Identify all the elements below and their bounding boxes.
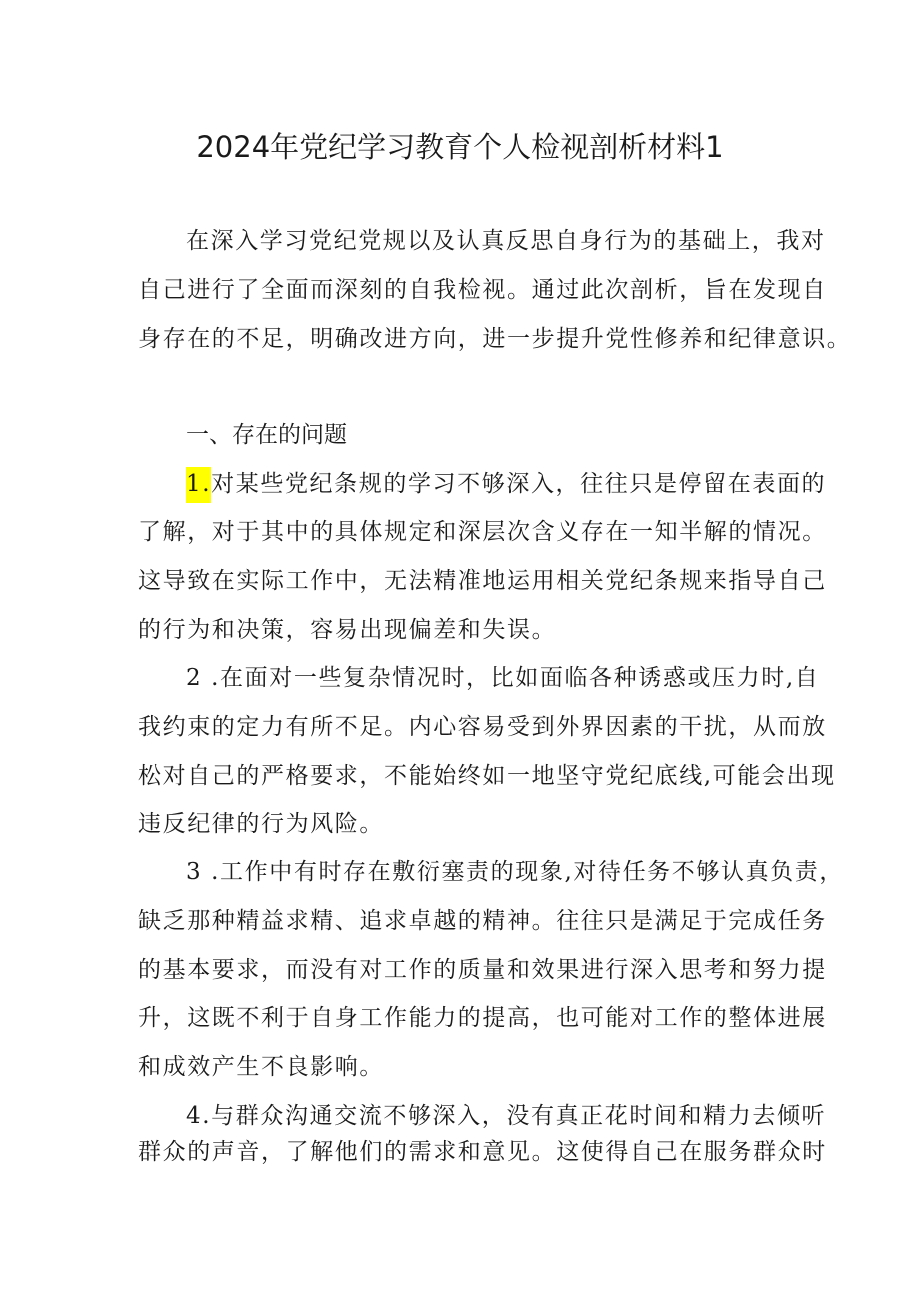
item-1-text: 对某些党纪条规的学习不够深入，往往只是停留在表面的 [211,471,827,497]
item-2-line: 松对自己的严格要求，不能始终如一地坚守党纪底线,可能会出现 [138,763,836,789]
highlighted-number: 1. [186,467,211,503]
intro-line: 身存在的不足，明确改进方向，进一步提升党性修养和纪律意识。 [138,326,852,352]
item-3-line: 的基本要求，而没有对工作的质量和效果进行深入思考和努力提 [138,957,827,983]
intro-line: 自己进行了全面而深刻的自我检视。通过此次剖析，旨在发现自 [138,277,827,303]
item-1-line: 了解，对于其中的具体规定和深层次含义存在一知半解的情况。 [138,519,827,545]
item-2-line: 我约束的定力有所不足。内心容易受到外界因素的干扰，从而放 [138,714,827,740]
item-4-line: 群众的声音，了解他们的需求和意见。这使得自己在服务群众时 [138,1139,827,1165]
item-3-line: 缺乏那种精益求精、追求卓越的精神。往往只是满足于完成任务 [138,908,827,934]
item-3-line: 升，这既不利于自身工作能力的提高，也可能对工作的整体进展 [138,1005,827,1031]
item-3-line: 和成效产生不良影响。 [138,1054,384,1080]
item-1-line: 的行为和决策，容易出现偏差和失误。 [138,617,557,643]
item-1-line: 这导致在实际工作中，无法精准地运用相关党纪条规来指导自己 [138,568,827,594]
item-2-line: 2 .在面对一些复杂情况时，比如面临各种诱惑或压力时,自 [186,665,820,691]
item-2-line: 违反纪律的行为风险。 [138,811,384,837]
item-3-line: 3 .工作中有时存在敷衍塞责的现象,对待任务不够认真负责， [186,859,844,885]
item-4-line: 4.与群众沟通交流不够深入，没有真正花时间和精力去倾听 [186,1103,827,1129]
item-1-first-line [186,466,826,502]
section-heading: 一、存在的问题 [186,422,347,448]
document-title: 2024年党纪学习教育个人检视剖析材料1 [196,130,724,164]
intro-line: 在深入学习党纪党规以及认真反思自身行为的基础上，我对 [186,228,826,254]
